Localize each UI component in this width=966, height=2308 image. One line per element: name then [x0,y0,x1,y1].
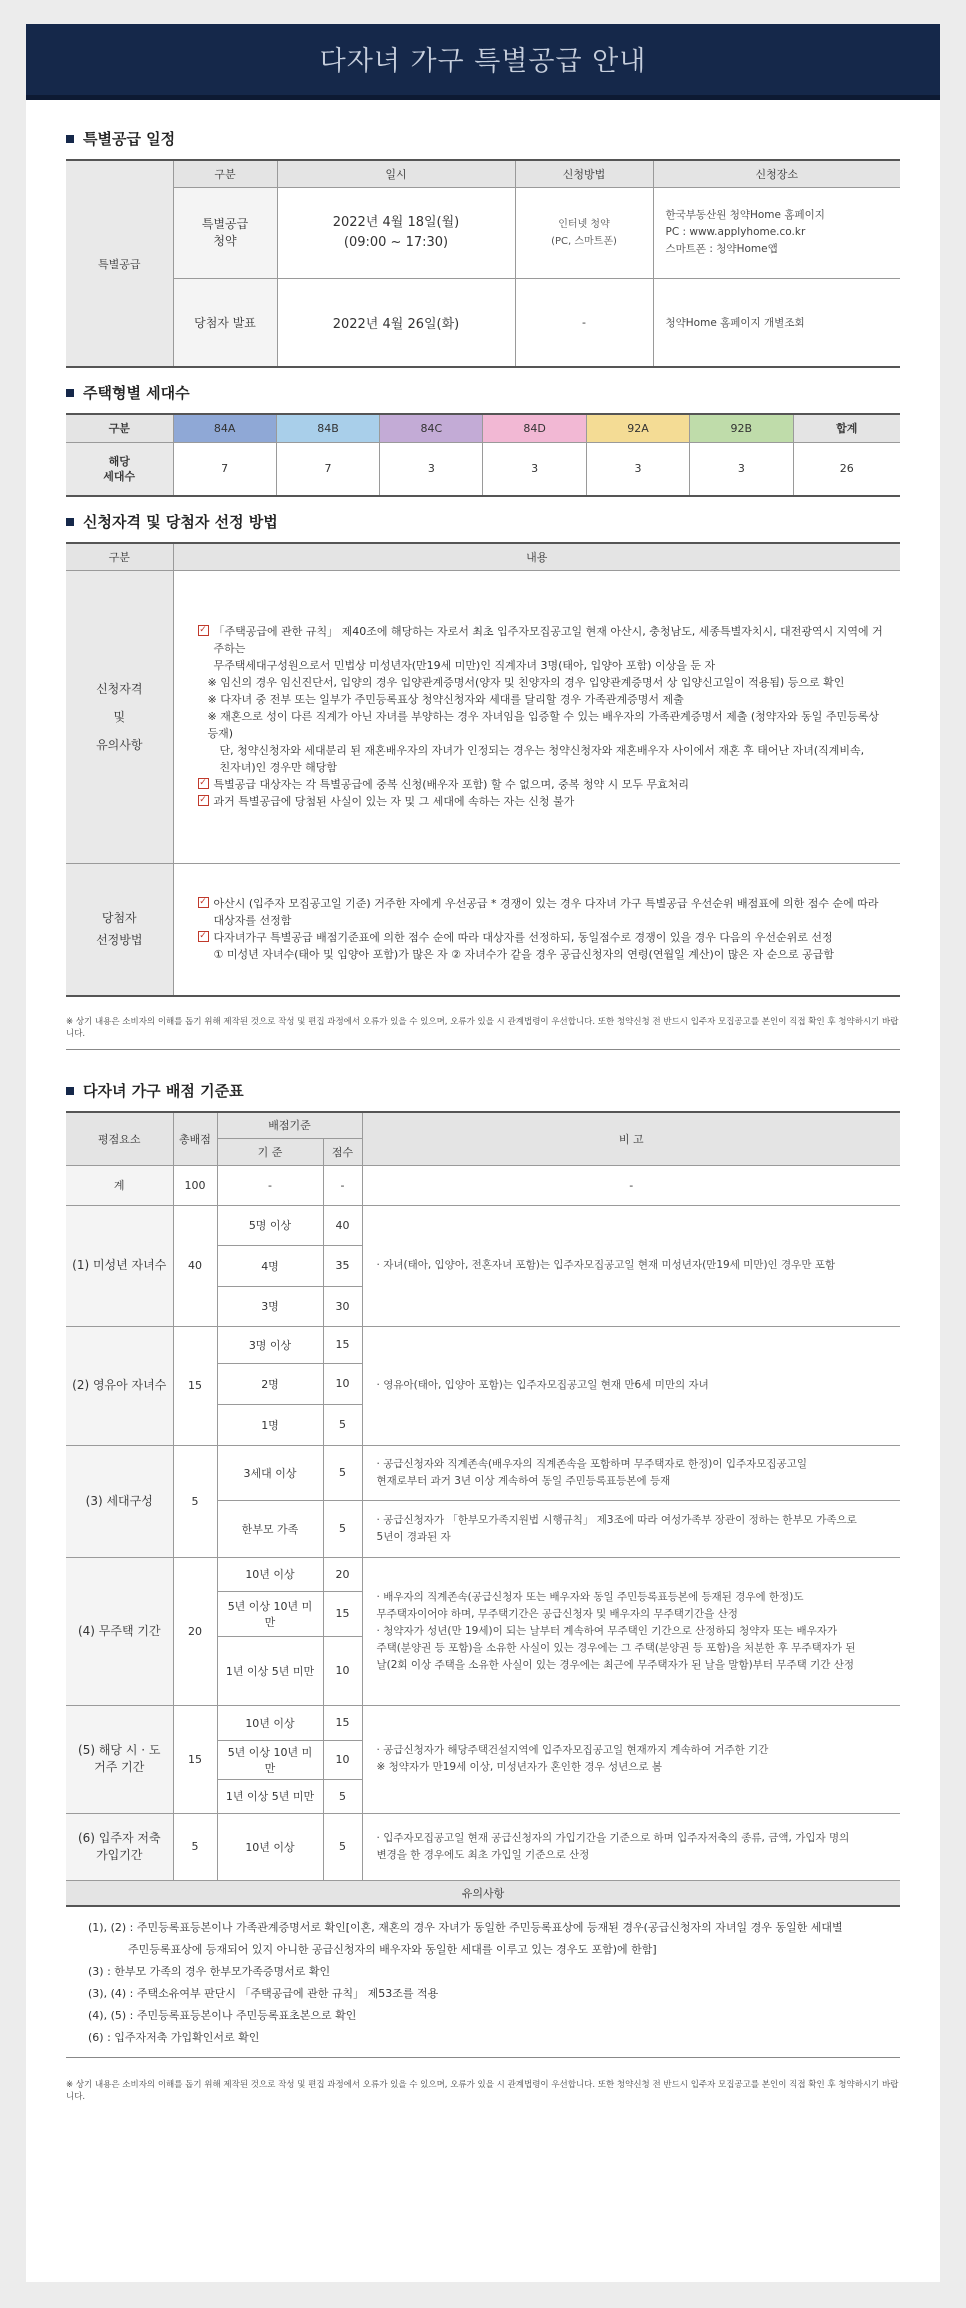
score-points: 15 [323,1591,362,1636]
score-standard: 1년 이상 5년 미만 [217,1636,323,1705]
checkbox-checked-icon: ✓ [199,625,207,635]
score-section-title: 다자녀 가구 배점 기준표 [66,1080,900,1101]
checked-item [198,623,893,657]
score-standard: 10년 이상 [217,1813,323,1880]
selection-label: 당첨자 선정방법 [66,863,173,996]
note-item: ※ 임신의 경우 임신진단서, 입양의 경우 입양관계증명서(양자 및 친양자의 경우 입양관계증명서 상 입양신고일이 적용됨) 등으로 확인 [207,676,845,689]
checked-item [198,895,893,912]
score-row [66,1557,900,1591]
caution-item: (3) : 한부모 가족의 경우 한부모가족증명서로 확인 [88,1965,331,1978]
score-points: 15 [323,1326,362,1363]
score-row [66,1326,900,1363]
schedule-side-label: 특별공급 [66,160,173,367]
page-banner [26,24,940,100]
score-points: 10 [323,1740,362,1779]
score-total: 20 [173,1557,217,1705]
checkbox-checked-icon: ✓ [199,778,207,788]
score-points: 10 [323,1636,362,1705]
item-continuation: 친자녀)인 경우만 해당함 [219,761,338,774]
score-standard: 3세대 이상 [217,1445,323,1500]
eligibility-list [182,623,893,810]
unit-count: 3 [586,442,689,496]
score-header-criteria: 배점기준 [217,1112,362,1138]
units-total: 26 [793,442,900,496]
item-continuation: 무주택세대구성원으로서 민법상 미성년자(만19세 미만)인 직계자녀 3명(태아, 입양아 포함) 이상을 둔 자 [213,659,716,672]
score-sum-remark: - [362,1165,900,1205]
eligibility-label: 신청자격 및 유의사항 [66,570,173,863]
caution-item: (4), (5) : 주민등록표등본이나 주민등록표초본으로 확인 [88,2009,357,2022]
score-sum-points: - [323,1165,362,1205]
schedule-row-label: 당첨자 발표 [173,278,277,367]
unit-type-84B: 84B [276,414,379,442]
score-points: 5 [323,1779,362,1813]
score-remark: · 영유아(태아, 입양아 포함)는 입주자모집공고일 현재 만6세 미만의 자녀 [362,1326,900,1445]
unit-type-92A: 92A [586,414,689,442]
score-standard: 10년 이상 [217,1705,323,1740]
score-table [66,1111,900,1907]
divider [66,2057,900,2058]
score-standard: 5명 이상 [217,1205,323,1245]
score-footnote: ※ 상기 내용은 소비자의 이해를 돕기 위해 제작된 것으로 작성 및 편집 과정에서 오류가 있을 수 있으며, 오류가 있을 시 관계법령이 우선합니다. 또한 청약신청 전 반드시 입주자 모집공고를 본인이 직접 확인 후 청약하시기 바랍니다. [66,2080,899,2102]
square-bullet-icon [66,135,74,143]
score-remark: · 배우자의 직계존속(공급신청자 또는 배우자와 동일 주민등록표등본에 등재된 경우에 한정)도 무주택자이어야 하며, 무주택기간은 공급신청자 및 배우자의 무주택기간을 산정 · 청약자가 성년(만 19세)이 되는 날부터 계속하여 무주택인 기간으로 산정하되 청약자 또는 배우자가 주택(분양권 등 포함)을 소유한 사실이 있는 경우에는 그 주택(분양권 등 포함)을 처분한 후 무주택자가 된 날(2회 이상 주택을 소유한 사실이 있는 경우에는 최근에 무주택자가 된 날을 말함)부터 무주택 기간 산정 [362,1557,900,1705]
score-row [66,1205,900,1245]
score-points: 20 [323,1557,362,1591]
unit-type-84C: 84C [380,414,483,442]
checkbox-checked-icon: ✓ [199,795,207,805]
unit-count: 7 [276,442,379,496]
score-points: 30 [323,1286,362,1326]
square-bullet-icon [66,1087,74,1095]
schedule-row [66,187,900,278]
item-text: 특별공급 대상자는 각 특별공급에 중복 신청(배우자 포함) 할 수 없으며, 중복 청약 시 모두 무효처리 [213,778,689,791]
qualification-footnote: ※ 상기 내용은 소비자의 이해를 돕기 위해 제작된 것으로 작성 및 편집 과정에서 오류가 있을 수 있으며, 오류가 있을 시 관계법령이 우선합니다. 또한 청약신청 전 반드시 입주자 모집공고를 본인이 직접 확인 후 청약하시기 바랍니다. [66,1017,899,1039]
score-row [66,1813,900,1880]
score-header-points: 점수 [323,1138,362,1165]
qualification-header: 구분 [66,543,173,570]
score-standard: 5년 이상 10년 미만 [217,1740,323,1779]
unit-count: 3 [690,442,793,496]
divider [66,1049,900,1050]
score-standard: 2명 [217,1363,323,1404]
score-header-remark: 비 고 [362,1112,900,1165]
score-element: (1) 미성년 자녀수 [66,1205,173,1326]
qualification-section-title: 신청자격 및 당첨자 선정 방법 [66,511,900,532]
caution-item: (3), (4) : 주택소유여부 판단시 「주택공급에 관한 규칙」 제53조를 적용 [88,1987,439,2000]
schedule-date: 2022년 4월 18일(월) (09:00 ~ 17:30) [277,187,515,278]
units-table [66,413,900,497]
score-standard: 1명 [217,1404,323,1445]
square-bullet-icon [66,518,74,526]
caution-title: 유의사항 [66,1880,900,1906]
score-points: 5 [323,1500,362,1557]
caution-list [66,1907,900,2057]
caution-item: 주민등록표상에 등재되어 있지 아니한 공급신청자의 배우자와 동일한 세대를 이루고 있는 경우도 포함)에 한함] [128,1943,657,1956]
qualification-table [66,542,900,997]
score-sum-label: 계 [66,1165,173,1205]
score-header-standard: 기 준 [217,1138,323,1165]
score-total: 5 [173,1445,217,1557]
score-points: 40 [323,1205,362,1245]
schedule-header: 일시 [277,160,515,187]
caution-item: (1), (2) : 주민등록표등본이나 가족관계증명서로 확인[이혼, 재혼의 경우 자녀가 동일한 주민등록표상에 등재된 경우(공급신청자의 자녀일 경우 동일한 세대별 [88,1921,843,1934]
score-standard: 한부모 가족 [217,1500,323,1557]
selection-list [182,895,893,963]
score-total: 5 [173,1813,217,1880]
score-element: (2) 영유아 자녀수 [66,1326,173,1445]
score-total: 15 [173,1705,217,1813]
units-total-label: 합계 [793,414,900,442]
qualification-header: 내용 [173,543,900,570]
unit-count: 3 [483,442,586,496]
score-total: 40 [173,1205,217,1326]
note-item: ※ 다자녀 중 전부 또는 일부가 주민등록표상 청약신청자와 세대를 달리할 경우 가족관계증명서 제출 [207,693,684,706]
page [26,24,940,2282]
page-title: 다자녀 가구 특별공급 안내 [319,46,647,77]
schedule-place: 한국부동산원 청약Home 홈페이지 PC : www.applyhome.co.kr 스마트폰 : 청약Home앱 [653,187,900,278]
item-text: 과거 특별공급에 당첨된 사실이 있는 자 및 그 세대에 속하는 자는 신청 불가 [213,795,575,808]
score-remark: · 공급신청자가 해당주택건설지역에 입주자모집공고일 현재까지 계속하여 거주한 기간 ※ 청약자가 만19세 이상, 미성년자가 혼인한 경우 성년으로 봄 [362,1705,900,1813]
score-standard: 1년 이상 5년 미만 [217,1779,323,1813]
score-standard: 5년 이상 10년 미만 [217,1591,323,1636]
note-item: ※ 재혼으로 성이 다른 직계가 아닌 자녀를 부양하는 경우 자녀임을 입증할 수 있는 배우자의 가족관계증명서 제출 (청약자와 동일 주민등록상 등재) [207,710,879,740]
score-groups [66,1205,900,1880]
caution-item: (6) : 입주자저축 가입확인서로 확인 [88,2031,260,2044]
units-section-title: 주택형별 세대수 [66,382,900,403]
item-continuation: ① 미성년 자녀수(태아 및 입양아 포함)가 많은 자 ② 자녀수가 같을 경우 공급신청자의 연령(연월일 계산)이 많은 자 순으로 공급함 [213,948,834,962]
item-continuation: 단, 청약신청자와 세대분리 된 재혼배우자의 자녀가 인정되는 경우는 청약신청자와 재혼배우자 사이에서 재혼 후 태어난 자녀(직계비속, [219,744,865,757]
score-header-total: 총배점 [173,1112,217,1165]
item-text: 아산시 (입주자 모집공고일 기준) 거주한 자에게 우선공급 * 경쟁이 있는 경우 다자녀 가구 특별공급 우선순위 배점표에 의한 점수 순에 따라 [213,897,879,911]
units-header-label: 구분 [66,414,173,442]
unit-type-92B: 92B [690,414,793,442]
unit-type-84D: 84D [483,414,586,442]
score-sum-total: 100 [173,1165,217,1205]
score-element: (6) 입주자 저축 가입기간 [66,1813,173,1880]
eligibility-content [173,570,900,863]
score-standard: 3명 [217,1286,323,1326]
schedule-table [66,159,900,368]
schedule-method: - [515,278,653,367]
unit-type-84A: 84A [173,414,276,442]
checkbox-checked-icon: ✓ [199,897,207,908]
score-points: 5 [323,1445,362,1500]
score-remark: · 공급신청자와 직계존속(배우자의 직계존속을 포함하며 무주택자로 한정)이 입주자모집공고일 현재로부터 과거 3년 이상 계속하여 동일 주민등록표등본에 등재 [362,1445,900,1500]
units-row-label: 해당 세대수 [66,442,173,496]
score-points: 10 [323,1363,362,1404]
item-text: 다자녀가구 특별공급 배점기준표에 의한 점수 순에 따라 대상자를 선정하되, 동일점수로 경쟁이 있을 경우 다음의 우선순위로 선정 [213,931,833,945]
score-sum-row [66,1165,900,1205]
square-bullet-icon [66,389,74,397]
checked-item [198,929,893,946]
score-points: 35 [323,1245,362,1286]
score-element: (4) 무주택 기간 [66,1557,173,1705]
score-element: (5) 해당 시 · 도 거주 기간 [66,1705,173,1813]
checked-item [198,793,893,810]
score-sum-standard: - [217,1165,323,1205]
score-remark: · 자녀(태아, 입양아, 전혼자녀 포함)는 입주자모집공고일 현재 미성년자(만19세 미만)인 경우만 포함 [362,1205,900,1326]
schedule-method: 인터넷 청약 (PC, 스마트폰) [515,187,653,278]
score-remark: · 공급신청자가 「한부모가족지원법 시행규칙」 제3조에 따라 여성가족부 장관이 정하는 한부모 가족으로 5년이 경과된 자 [362,1500,900,1557]
schedule-place: 청약Home 홈페이지 개별조회 [653,278,900,367]
content [26,128,940,2102]
unit-count: 3 [380,442,483,496]
score-row [66,1445,900,1500]
score-element: (3) 세대구성 [66,1445,173,1557]
score-standard: 4명 [217,1245,323,1286]
item-text: 「주택공급에 관한 규칙」 제40조에 해당하는 자로서 최초 입주자모집공고일 현재 아산시, 충청남도, 세종특별자치시, 대전광역시 지역에 거주하는 [213,625,883,655]
schedule-header: 구분 [173,160,277,187]
schedule-row-label: 특별공급 청약 [173,187,277,278]
selection-content [173,863,900,996]
unit-count: 7 [173,442,276,496]
score-standard: 3명 이상 [217,1326,323,1363]
checkbox-checked-icon: ✓ [199,931,207,942]
schedule-date: 2022년 4월 26일(화) [277,278,515,367]
schedule-header: 신청장소 [653,160,900,187]
score-remark: · 입주자모집공고일 현재 공급신청자의 가입기간을 기준으로 하며 입주자저축의 종류, 금액, 가입자 명의 변경을 한 경우에도 최초 가입일 기준으로 산정 [362,1813,900,1880]
schedule-row [66,278,900,367]
score-standard: 10년 이상 [217,1557,323,1591]
score-total: 15 [173,1326,217,1445]
item-continuation: 대상자를 선정함 [213,914,292,928]
score-points: 5 [323,1813,362,1880]
score-points: 15 [323,1705,362,1740]
schedule-header: 신청방법 [515,160,653,187]
schedule-section-title: 특별공급 일정 [66,128,900,149]
score-row [66,1705,900,1740]
score-points: 5 [323,1404,362,1445]
checked-item [198,776,893,793]
score-header-element: 평점요소 [66,1112,173,1165]
